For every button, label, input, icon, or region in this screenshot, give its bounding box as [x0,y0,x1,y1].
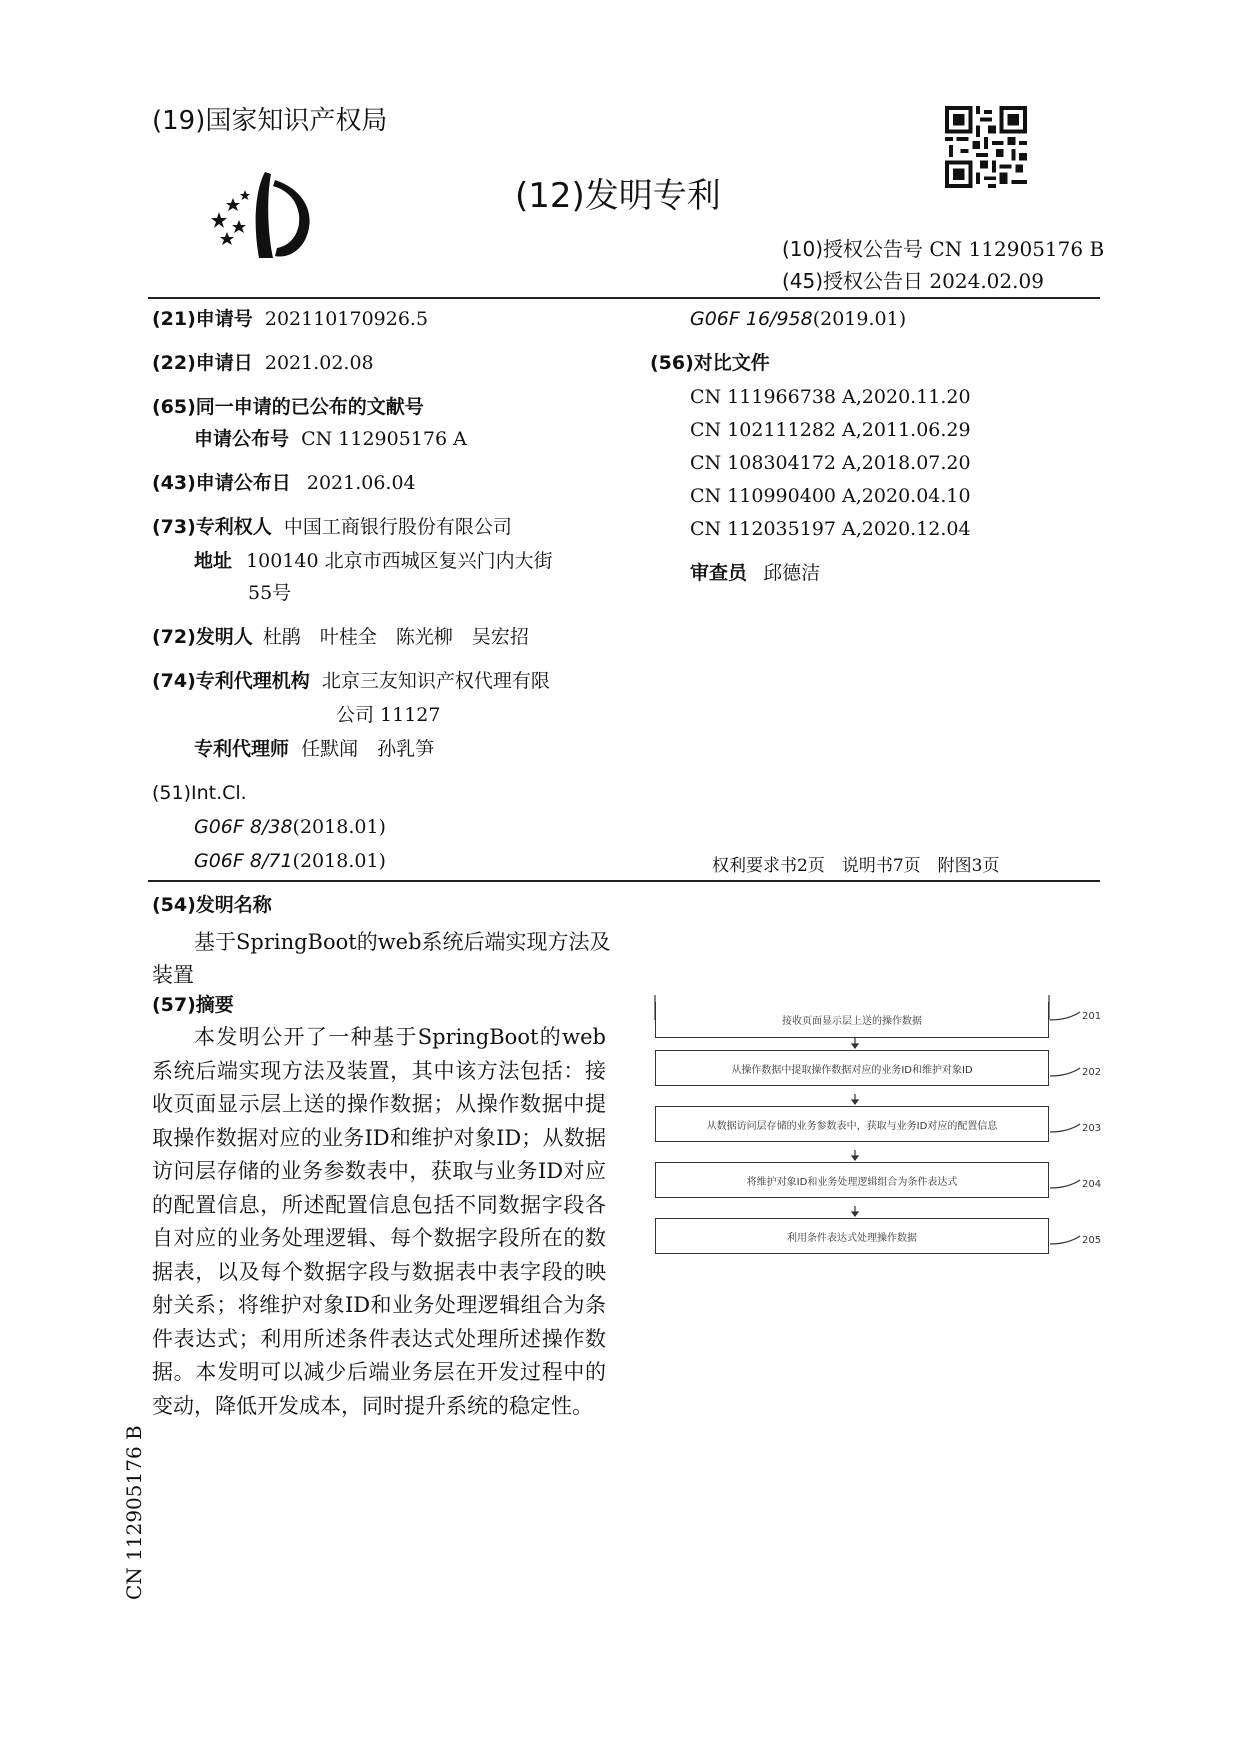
flow-label-201: 201 [1082,1011,1102,1022]
reference-item: CN 108304172 A,2018.07.20 [690,452,971,474]
application-number: 202110170926.5 [264,308,429,330]
office-name: (19)国家知识产权局 [152,106,388,136]
intcl-row-3 [690,306,906,332]
publication-number-row [194,426,467,452]
agency-label: (74)专利代理机构 [152,670,310,692]
application-number-row [152,306,428,332]
assignee-row [152,514,512,540]
grant-number-row [782,236,1104,262]
intcl-version-3: (2019.01) [812,308,907,330]
references-label: (56)对比文件 [650,352,770,374]
agents: 任默闻 孙乳笋 [301,738,435,760]
intcl-version-2: (2018.01) [292,850,386,872]
assignee: 中国工商银行股份有限公司 [283,516,512,538]
publication-date-row [152,470,416,496]
publication-number-label: 申请公布号 [194,428,290,450]
examiner-row [690,560,820,586]
examiner-label: 审查员 [690,562,748,584]
application-date-row [152,350,374,376]
intcl-label: (51)Int.Cl. [152,782,247,804]
flow-step-202: 从操作数据中提取操作数据对应的业务ID和维护对象ID [655,1050,1049,1086]
flow-label-205: 205 [1082,1235,1102,1246]
intcl-code-1: G06F 8/38 [194,816,293,838]
application-date: 2021.02.08 [264,352,374,374]
reference-item: CN 102111282 A,2011.06.29 [690,419,971,441]
inventors-row [152,624,529,650]
section-divider [148,880,1100,882]
application-number-label: (21)申请号 [152,308,253,330]
address-row [194,548,553,574]
cnipa-logo [205,170,325,260]
agent-row [194,736,434,762]
intcl-row-1 [194,814,386,840]
intcl-code-3: G06F 16/958 [690,308,813,330]
inventors: 杜鹃 叶桂全 陈光柳 吴宏招 [262,626,529,648]
grant-number-label: (10)授权公告号 [782,237,924,261]
grant-date-row [782,268,1044,294]
address-label: 地址 [194,550,233,572]
flow-step-204: 将维护对象ID和业务处理逻辑组合为条件表达式 [655,1162,1049,1198]
intcl-row-2 [194,848,386,874]
flow-label-203: 203 [1082,1123,1102,1134]
application-date-label: (22)申请日 [152,352,253,374]
page-count: 权利要求书2页 说明书7页 附图3页 [712,856,1000,876]
intcl-version-1: (2018.01) [292,816,386,838]
flow-step-201: 接收页面显示层上送的操作数据 [655,1002,1049,1038]
abstract-label: (57)摘要 [152,994,234,1016]
intcl-code-2: G06F 8/71 [194,850,293,872]
agency-line-2: 公司 11127 [336,704,441,726]
flow-step-203: 从数据访问层存储的业务参数表中，获取与业务ID对应的配置信息 [655,1106,1049,1142]
reference-item: CN 112035197 A,2020.12.04 [690,518,971,540]
flow-label-202: 202 [1082,1067,1102,1078]
grant-number: CN 112905176 B [929,237,1105,261]
address-line-2: 55号 [248,582,292,604]
reference-item: CN 111966738 A,2020.11.20 [690,386,971,408]
reference-item: CN 110990400 A,2020.04.10 [690,485,971,507]
inventors-label: (72)发明人 [152,626,253,648]
document-type: (12)发明专利 [515,176,721,216]
agency-line-1: 北京三友知识产权代理有限 [321,670,550,692]
publication-date: 2021.06.04 [306,472,416,494]
side-document-number-text: CN 112905176 B [122,1425,146,1600]
publication-number: CN 112905176 A [301,428,467,450]
invention-title-line-2: 装置 [152,963,194,987]
examiner: 邱德洁 [763,562,821,584]
grant-date-label: (45)授权公告日 [782,269,924,293]
side-document-number [122,1400,152,1600]
qr-code [944,106,1028,188]
grant-date: 2024.02.09 [929,269,1044,293]
abstract-body [152,1021,606,1423]
abstract-text: 本发明公开了一种基于SpringBoot的web系统后端实现方法及装置，其中该方法包括：接收页面显示层上送的操作数据；从操作数据中提取操作数据对应的业务ID和维护对象ID；从数据访问层存储的业务参数表中，获取与业务ID对应的配置信息，所述配置信息包括不同数据字段各自对应的业务处理逻辑、每个数据字段所在的数据表，以及每个数据字段与数据表中表字段的映射关系；将维护对象ID和业务处理逻辑组合为条件表达式；利用所述条件表达式处理所述操作数据。本发明可以减少后端业务层在开发过程中的变动，降低开发成本，同时提升系统的稳定性。 [152,1025,606,1418]
prior-publication-label: (65)同一申请的已公布的文献号 [152,396,424,418]
agency-row [152,668,550,694]
header-divider [148,297,1100,299]
invention-title-line-1: 基于SpringBoot的web系统后端实现方法及 [194,930,611,954]
flow-step-205: 利用条件表达式处理操作数据 [655,1218,1049,1254]
flow-label-204: 204 [1082,1179,1102,1190]
title-label: (54)发明名称 [152,894,272,916]
assignee-label: (73)专利权人 [152,516,272,538]
address-line-1: 100140 北京市西城区复兴门内大街 [246,550,553,572]
agent-label: 专利代理师 [194,738,290,760]
publication-date-label: (43)申请公布日 [152,472,291,494]
